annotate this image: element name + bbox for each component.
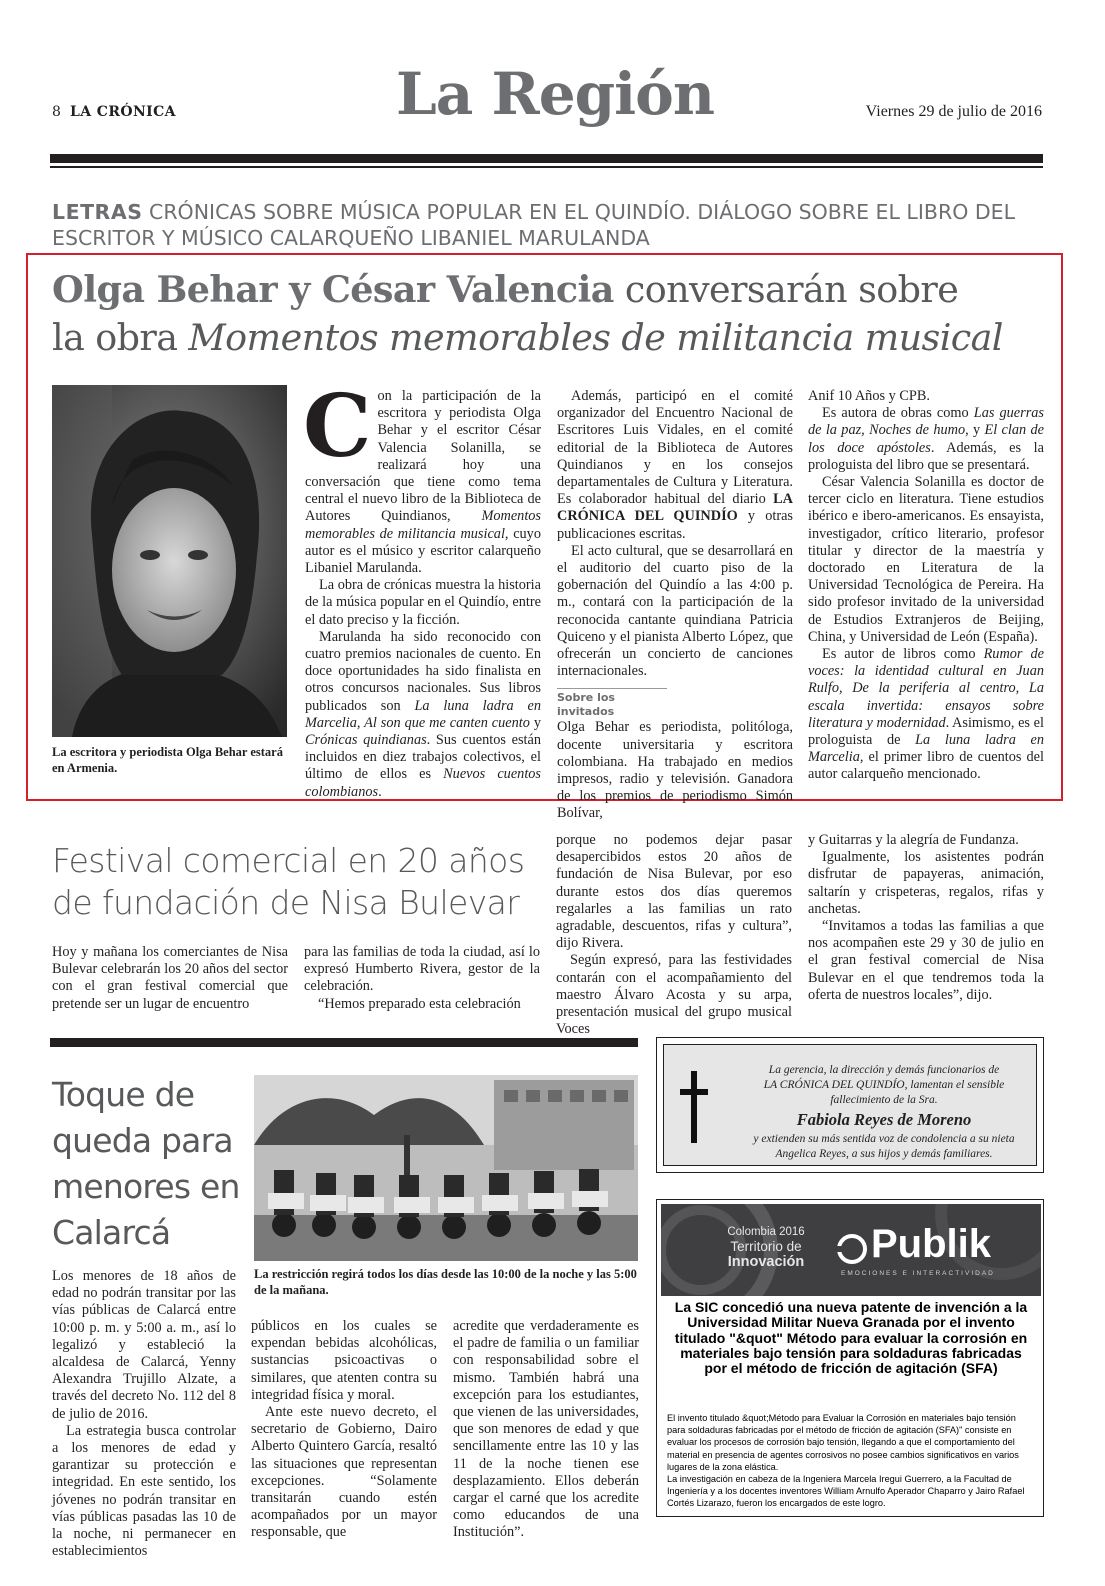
text-run: , y [965, 422, 985, 439]
article1-column-2 [557, 388, 793, 823]
article3-paragraph: acredite que verdaderamente es el padre de familia o un familiar con responsabilidad sobre el mismo. También habrá una excepción para los estudiantes, que vienen de las universidades, que son menores de edad y que sencillamente entre las 10 y las 11 de la noche tienen ese desplazamiento. Ellos deberán cargar el carné que los acredite como educandos de una Institución”. [453, 1318, 639, 1541]
ad-body-paragraph: La investigación en cabeza de la Ingeniera Marcela Iregui Guerrero, a la Facultad de Ingeniería y a los docentes inventores William Arnulfo Aperador Chaparro y Jairo Rafael Cortés Lizarazo, fueron los encargados de este logro. [667, 1474, 1025, 1509]
article3-column-2 [251, 1318, 437, 1542]
ad-brand-tagline: EMOCIONES E INTERACTIVIDAD [841, 1270, 995, 1277]
article2-paragraph: y Guitarras y la alegría de Fundanza. [808, 832, 1019, 848]
article1-column-3 [808, 388, 1044, 784]
obit-line: y extienden su más sentida voz de condolencia a su nieta [753, 1133, 1015, 1145]
article1-paragraph [305, 629, 541, 801]
article3-column-1 [52, 1268, 236, 1560]
publik-logo-icon [837, 1234, 867, 1264]
obit-line: fallecimiento de la Sra. [830, 1094, 938, 1106]
page-number: 8 [52, 104, 61, 120]
article1-paragraph [557, 388, 793, 543]
article2-paragraph: para las familias de toda la ciudad, así lo expresó Humberto Rivera, gestor de la celebración. [304, 944, 540, 995]
ad-body-paragraph: El invento titulado &quot;Método para Evaluar la Corrosión en materiales bajo tensión para soldaduras fabricadas por el método de fricción de agitación (SFA)" consiste en evaluar los procesos de corrosión bajo tensión, llegando a que el comportamiento del material en presencia de agentes corrosivos no posee cambios significativos en varios lugares de la zona elástica. [667, 1413, 1019, 1472]
photo-police-motorcycles [254, 1075, 638, 1261]
obituary-panel [663, 1044, 1037, 1166]
obit-newspaper: LA CRÓNICA DEL QUINDÍO, [763, 1079, 908, 1091]
article2-paragraph: Igualmente, los asistentes podrán disfrutar de papayeras, animación, saltarín y crispeteras, regalos, rifas y anchetas. [808, 849, 1044, 917]
article2-column-4 [808, 832, 1044, 1004]
article1-headline [52, 266, 1052, 362]
ad-body [667, 1412, 1033, 1510]
article3-paragraph: públicos en los cuales se expendan bebidas alcohólicas, sustancias psicoactivas o similares, que atenten contra su integridad física y moral. [251, 1318, 437, 1403]
text-run: , el primer libro de cuentos del autor calarqueño mencionado. [808, 749, 1044, 783]
obit-line: Angelica Reyes, a sus hijos y demás familiares. [775, 1148, 993, 1160]
ad-slogan-line: Innovación [727, 1254, 805, 1270]
article1-paragraph: Anif 10 Años y CPB. [808, 388, 930, 404]
header-rule [50, 154, 1043, 163]
article2-paragraph: porque no podemos dejar pasar desapercibidos estos 20 años de fundación de Nisa Bulevar, por eso durante estos dos días queremos regalarles a las familias un rato agradable, descuentos, rifas y cultura”, dijo Rivera. [556, 832, 792, 952]
headline-line2: la obra [52, 316, 178, 359]
text-run: on la participación de la escritora y periodista Olga Behar y el escritor César Valencia Solanilla, se realizará hoy una conversación que tiene como tema central el nuevo libro de la Biblioteca de Autores Quindianos, [305, 388, 541, 525]
street-photo [254, 1075, 638, 1261]
kicker-text: CRÓNICAS SOBRE MÚSICA POPULAR EN EL QUINDÍO. DIÁLOGO SOBRE EL LIBRO DEL ESCRITOR Y MÚSICO CALARQUEÑO LIBANIEL MARULANDA [52, 200, 1016, 250]
headline-rest: conversarán sobre [624, 268, 959, 311]
book-title: Rumor de voces: la identidad cultural en Juan Rulfo, De la periferia al centro, La escala invertida: ensayos sobre literatura y modernidad [808, 646, 1044, 731]
ad-banner [661, 1204, 1041, 1296]
article2-paragraph: “Hemos preparado esta celebración [318, 995, 521, 1012]
publication-name: LA CRÓNICA [70, 104, 176, 120]
text-run: , cuyo autor es el músico y escritor calarqueño Libaniel Marulanda. [305, 525, 541, 577]
ad-headline: La SIC concedió una nueva patente de invención a la Universidad Militar Nueva Granada por el invento titulado "&quot" Método para evaluar la corrosión en materiales bajo tensión para soldaduras fabricadas por el método de fricción de agitación (SFA) [674, 1299, 1028, 1377]
article1-paragraph [303, 376, 541, 577]
article1-paragraph: César Valencia Solanilla es doctor de tercer ciclo en literatura. Tiene estudios ibérico e ibero-americanos. Es ensayista, investigador, crítico literario, profesor titular y director de la maestría y doctorado en Literatura de la Universidad Tecnológica de Pereira. Ha sido profesor invitado de la universidad de Estudios Extranjeros de Beijing, China, y Universidad de León (España). [808, 474, 1044, 645]
photo1-caption: La escritora y periodista Olga Behar estará en Armenia. [52, 745, 283, 775]
article2-headline: Festival comercial en 20 años de fundación de Nisa Bulevar [52, 841, 525, 922]
article3-column-3 [453, 1318, 639, 1542]
article3-paragraph: Ante este nuevo decreto, el secretario de Gobierno, Dairo Alberto Quintero García, resaltó las situaciones que representan excepciones. “Solamente transitarán cuando estén acompañados por un mayor responsable, que [251, 1404, 437, 1541]
article2-paragraph: “Invitamos a todas las familias a que nos acompañen este 29 y 30 de julio en el gran festival comercial de Nisa Bulevar en el que tendremos toda la oferta de nuestros locales”, dijo. [808, 918, 1044, 1003]
article2-column-1 [52, 944, 288, 1013]
article1-paragraph [808, 646, 1044, 784]
header-rule-thin [50, 166, 1043, 168]
article2-column-3 [556, 832, 792, 1038]
obit-deceased-name: Fabiola Reyes de Moreno [796, 1110, 972, 1129]
article1-paragraph: La obra de crónicas muestra la historia de la música popular en el Quindío, entre el dato preciso y la ficción. [305, 577, 541, 628]
portrait-photo [52, 385, 287, 737]
text-run: y [529, 714, 541, 731]
obit-text-run: lamentan el sensible [907, 1079, 1005, 1091]
kicker-label: LETRAS [52, 200, 143, 224]
photo2-caption: La restricción regirá todos los días desde las 10:00 de la noche y las 5:00 de la mañana. [254, 1267, 637, 1297]
article2-paragraph: Hoy y mañana los comerciantes de Nisa Bulevar celebrarán los 20 años del sector con el gran festival comercial que pretende ser un lugar de encuentro [52, 944, 288, 1012]
book-title: La luna ladra en Marcelia [808, 732, 1045, 766]
article3-paragraph: Los menores de 18 años de edad no podrán transitar por las vías públicas de Calarcá entre 10:00 p. m. y 5:00 a. m., así lo legalizó y estableció la alcaldesa de Calarcá, Yenny Alexandra Trujillo Alzate, a través del decreto No. 112 del 8 de julio de 2016. [52, 1268, 236, 1422]
text-run: Además, participó en el comité organizador del Encuentro Nacional de Escritores Luis Vidales, en el comité editorial de la Biblioteca de Autores Quindianos y en los consejos departamentales de Cultura y Literatura. Es colaborador habitual del diario [557, 388, 793, 508]
article1-column-1 [303, 376, 541, 801]
text-run: Es autora de obras como [822, 405, 969, 422]
ad-slogan-line: Colombia 2016 [727, 1226, 805, 1238]
photo-olga-behar [52, 385, 287, 737]
text-run: y otras publicaciones escritas. [557, 508, 793, 542]
article2-column-2 [304, 944, 540, 1013]
drop-cap: C [303, 376, 372, 477]
text-run: Marulanda ha sido reconocido con cuatro premios nacionales de cuento. En doce oportunidades ha sido finalista en otros concursos nacionales. Sus libros publicados son [305, 628, 541, 714]
article1-paragraph: El acto cultural, que se desarrollará en el auditorio del cuarto piso de la gobernación del Quindío a las 4:00 p. m., contará con la participación de la reconocida cantante quindiana Patricia Quiceno y el pianista Alberto López, que ofrecerán un concierto de canciones internacionales. [557, 542, 793, 680]
book-title: Las guerras de la paz, Noches de humo [808, 405, 1044, 439]
text-run: . Asimismo, es el prologuista de [808, 714, 1044, 749]
article2-paragraph: Según expresó, para las festividades contarán con el acompañamiento del maestro Álvaro Acosta y su arpa, presentación musical del grupo musical Voces [556, 952, 792, 1038]
obit-line: La gerencia, la dirección y demás funcionarios de [768, 1064, 1000, 1076]
obituary-notice [656, 1037, 1044, 1173]
advertisement [656, 1199, 1044, 1517]
article3-rule [50, 1038, 638, 1047]
cross-icon [680, 1071, 708, 1143]
subhead-invitados: Sobre los invitados [557, 688, 667, 719]
article3-paragraph: La estrategia busca controlar a los menores de edad y garantizar su protección e integridad. En este sentido, los jóvenes no podrán transitar en vías públicas pasadas las 10 de la noche, ni permanecer en establecimientos [52, 1422, 236, 1560]
book-title: Nuevos cuentos colombianos [305, 766, 541, 800]
ad-brand: Publik [871, 1222, 992, 1266]
article1-paragraph: Olga Behar es periodista, politóloga, docente universitaria y escritora colombiana. Ha trabajado en medios impresos, radio y televisión. Ganadora de los premios de periodismo Simón Bolívar, [557, 719, 793, 822]
section-title: La Región [395, 60, 715, 128]
headline-book-title: Momentos memorables de militancia musical [188, 316, 1003, 359]
text-run: . Además, es la prologuista del libro que se presentará. [808, 439, 1044, 473]
text-run: Es autor de libros como [822, 646, 976, 663]
article3-headline: Toque de queda para menores en Calarcá [52, 1075, 240, 1252]
ad-slogan [711, 1226, 821, 1270]
book-title: Momentos memorables de militancia musical [305, 508, 541, 542]
obituary-text [724, 1063, 1044, 1162]
headline-names: Olga Behar y César Valencia [52, 268, 614, 311]
text-run: . Sus cuentos están incluidos en diez trabajos colectivos, el último de ellos es [305, 732, 541, 783]
issue-date: Viernes 29 de julio de 2016 [865, 103, 1042, 120]
newspaper-name: LA CRÓNICA DEL QUINDÍO [557, 491, 794, 525]
text-run: . [378, 783, 382, 800]
ad-slogan-line: Territorio de [730, 1239, 802, 1254]
book-title: La luna ladra en Marcelia, Al son que me canten cuento [305, 697, 541, 731]
article1-paragraph [808, 405, 1044, 474]
book-title: El clan de los doce apóstoles [808, 422, 1044, 456]
article-kicker [52, 199, 1047, 251]
obit-line [724, 1078, 1044, 1093]
book-title: Crónicas quindianas [305, 732, 427, 749]
